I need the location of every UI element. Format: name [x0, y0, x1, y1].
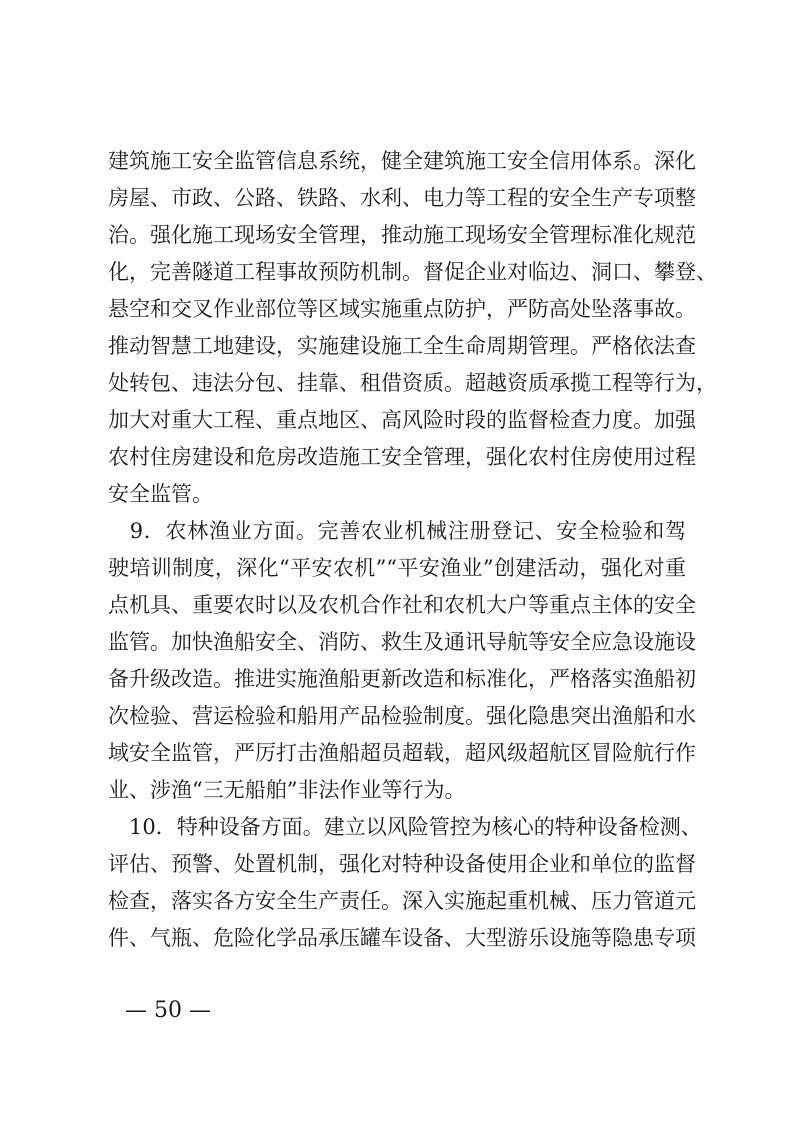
page-number: — 50 — [125, 998, 211, 1023]
document-body [108, 143, 717, 957]
text-line: 业、涉渔“三无船舶”非法作业等行为。 [108, 778, 466, 802]
text-line: 安全监管。 [108, 482, 213, 506]
text-line: 处转包、违法分包、挂靠、租借资质。超越资质承揽工程等行为， [108, 371, 717, 395]
text-line: 评估、预警、处置机制，强化对特种设备使用企业和单位的监督 [108, 852, 696, 876]
text-line: 推动智慧工地建设，实施建设施工全生命周期管理。严格依法查 [108, 334, 696, 358]
text-line: 化，完善隧道工程事故预防机制。督促企业对临边、洞口、攀登、 [108, 260, 717, 284]
text-line: 监管。加快渔船安全、消防、救生及通讯导航等安全应急设施设 [108, 630, 696, 654]
text-line: 加大对重大工程、重点地区、高风险时段的监督检查力度。加强 [108, 408, 696, 432]
text-line: 农村住房建设和危房改造施工安全管理，强化农村住房使用过程 [108, 445, 696, 469]
section-10-heading-line: 10．特种设备方面。建立以风险管控为核心的特种设备检测、 [108, 815, 702, 839]
text-line: 房屋、市政、公路、铁路、水利、电力等工程的安全生产专项整 [108, 186, 696, 210]
text-line: 建筑施工安全监管信息系统，健全建筑施工安全信用体系。深化 [108, 149, 696, 173]
text-line: 悬空和交叉作业部位等区域实施重点防护，严防高处坠落事故。 [108, 297, 696, 321]
text-line: 域安全监管，严厉打击渔船超员超载，超风级超航区冒险航行作 [108, 741, 696, 765]
text-line: 点机具、重要农时以及农机合作社和农机大户等重点主体的安全 [108, 593, 696, 617]
text-line: 驶培训制度，深化“平安农机”“平安渔业”创建活动，强化对重 [108, 556, 686, 580]
text-line: 备升级改造。推进实施渔船更新改造和标准化，严格落实渔船初 [108, 667, 696, 691]
text-line: 件、气瓶、危险化学品承压罐车设备、大型游乐设施等隐患专项 [108, 926, 696, 950]
text-line: 检查，落实各方安全生产责任。深入实施起重机械、压力管道元 [108, 889, 696, 913]
section-9-heading-line: 9．农林渔业方面。完善农业机械注册登记、安全检验和驾 [108, 519, 686, 543]
text-line: 次检验、营运检验和船用产品检验制度。强化隐患突出渔船和水 [108, 704, 696, 728]
text-line: 治。强化施工现场安全管理，推动施工现场安全管理标准化规范 [108, 223, 696, 247]
